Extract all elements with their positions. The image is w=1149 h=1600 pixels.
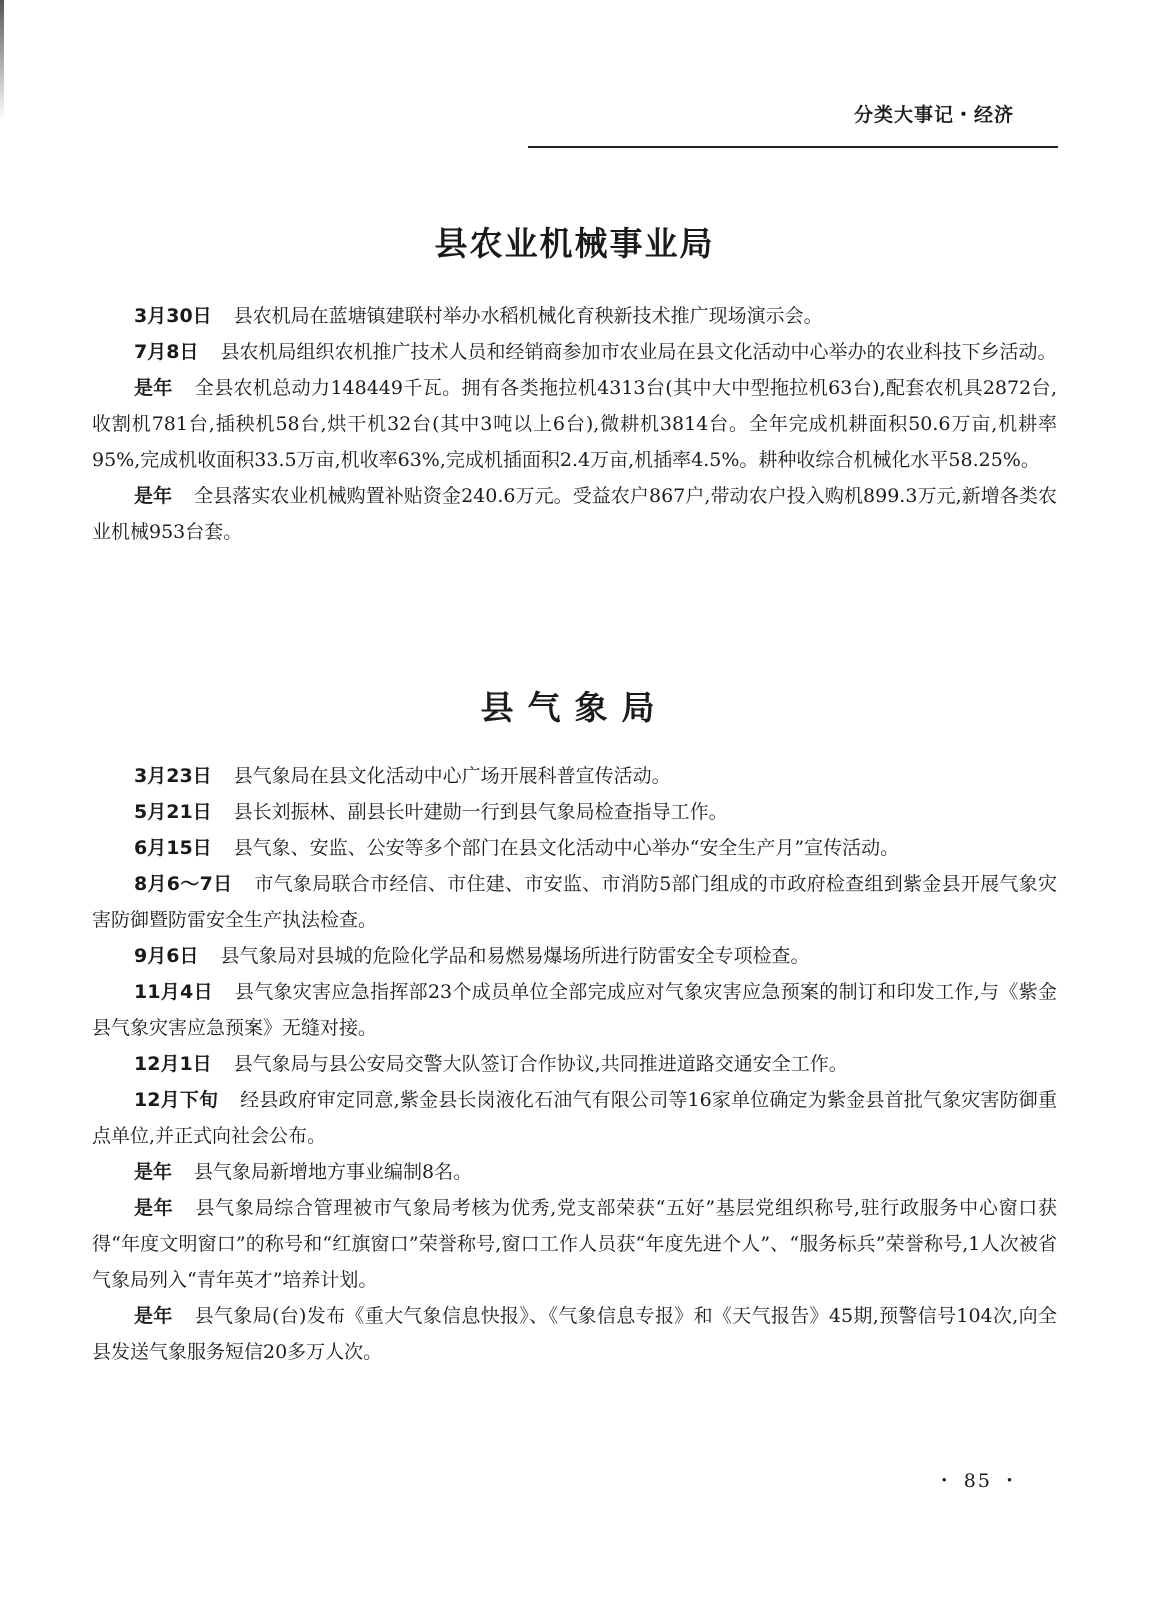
page-number: ・ 85 ・ xyxy=(934,1470,1021,1492)
entry xyxy=(92,1154,1057,1190)
running-head: 分类大事记・经济 xyxy=(853,104,1014,126)
entry-date: 11月4日 xyxy=(134,981,213,1003)
entry xyxy=(92,1082,1057,1154)
entry-date: 6月15日 xyxy=(134,837,212,859)
entry xyxy=(92,370,1057,478)
entry-text: 经县政府审定同意,紫金县长岗液化石油气有限公司等16家单位确定为紫金县首批气象灾害防御重点单位,并正式向社会公布。 xyxy=(92,1089,1057,1147)
entry-date: 3月30日 xyxy=(134,305,212,327)
entry xyxy=(92,1046,1057,1082)
entry-date: 5月21日 xyxy=(134,801,212,823)
entry-text: 县气象、安监、公安等多个部门在县文化活动中心举办“安全生产月”宣传活动。 xyxy=(233,837,900,859)
entry-date: 8月6～7日 xyxy=(134,873,233,895)
entry-date: 3月23日 xyxy=(134,765,212,787)
entry-text: 县气象局在县文化活动中心广场开展科普宣传活动。 xyxy=(233,765,671,787)
entry-text: 县气象局与县公安局交警大队签订合作协议,共同推进道路交通安全工作。 xyxy=(233,1053,848,1075)
entry xyxy=(92,974,1057,1046)
entry xyxy=(92,1298,1057,1370)
entry xyxy=(92,298,1057,334)
entry-text: 县气象局新增地方事业编制8名。 xyxy=(194,1161,473,1183)
entry-date: 12月下旬 xyxy=(134,1089,219,1111)
entry xyxy=(92,1190,1057,1298)
entry-text: 县气象局对县城的危险化学品和易燃易爆场所进行防雷安全专项检查。 xyxy=(220,945,810,967)
entry xyxy=(92,334,1057,370)
entry-text: 县长刘振林、副县长叶建勋一行到县气象局检查指导工作。 xyxy=(233,801,728,823)
entry-date: 是年 xyxy=(134,377,173,399)
entry-date: 12月1日 xyxy=(134,1053,212,1075)
entry-date: 7月8日 xyxy=(134,341,199,363)
entry xyxy=(92,478,1057,550)
entry-text: 县气象局(台)发布《重大气象信息快报》、《气象信息专报》和《天气报告》45期,预警信号104次,向全县发送气象服务短信20多万人次。 xyxy=(92,1305,1057,1363)
entry-text: 市气象局联合市经信、市住建、市安监、市消防5部门组成的市政府检查组到紫金县开展气象灾害防御暨防雷安全生产执法检查。 xyxy=(92,873,1057,931)
scan-edge-mark xyxy=(0,0,4,120)
section-entries-agri-machinery xyxy=(92,298,1057,550)
entry-text: 县气象灾害应急指挥部23个成员单位全部完成应对气象灾害应急预案的制订和印发工作,与《紫金县气象灾害应急预案》无缝对接。 xyxy=(92,981,1057,1039)
entry xyxy=(92,866,1057,938)
entry-date: 是年 xyxy=(134,485,173,507)
entry xyxy=(92,794,1057,830)
entry xyxy=(92,830,1057,866)
entry xyxy=(92,938,1057,974)
section-title-meteorology: 县气象局 xyxy=(480,688,669,727)
section-entries-meteorology xyxy=(92,758,1057,1370)
section-title-agri-machinery: 县农业机械事业局 xyxy=(434,224,715,263)
entry-text: 全县落实农业机械购置补贴资金240.6万元。受益农户867户,带动农户投入购机899.3万元,新增各类农业机械953台套。 xyxy=(92,485,1057,543)
entry-text: 县农机局组织农机推广技术人员和经销商参加市农业局在县文化活动中心举办的农业科技下乡活动。 xyxy=(220,341,1057,363)
entry-date: 是年 xyxy=(134,1305,173,1327)
entry-date: 是年 xyxy=(134,1161,173,1183)
header-rule xyxy=(528,146,1058,148)
entry-date: 是年 xyxy=(134,1197,174,1219)
entry-text: 县农机局在蓝塘镇建联村举办水稻机械化育秧新技术推广现场演示会。 xyxy=(233,305,823,327)
entry-date: 9月6日 xyxy=(134,945,199,967)
entry-text: 县气象局综合管理被市气象局考核为优秀,党支部荣获“五好”基层党组织称号,驻行政服务中心窗口获得“年度文明窗口”的称号和“红旗窗口”荣誉称号,窗口工作人员获“年度先进个人”、“服务标兵”荣誉称号,1人次被省气象局列入“青年英才”培养计划。 xyxy=(92,1197,1057,1291)
entry xyxy=(92,758,1057,794)
entry-text: 全县农机总动力148449千瓦。拥有各类拖拉机4313台(其中大中型拖拉机63台),配套农机具2872台,收割机781台,插秧机58台,烘干机32台(其中3吨以上6台),微耕机3814台。全年完成机耕面积50.6万亩,机耕率95%,完成机收面积33.5万亩,机收率63%,完成机插面积2.4万亩,机插率4.5%。耕种收综合机械化水平58.25%。 xyxy=(92,377,1057,471)
